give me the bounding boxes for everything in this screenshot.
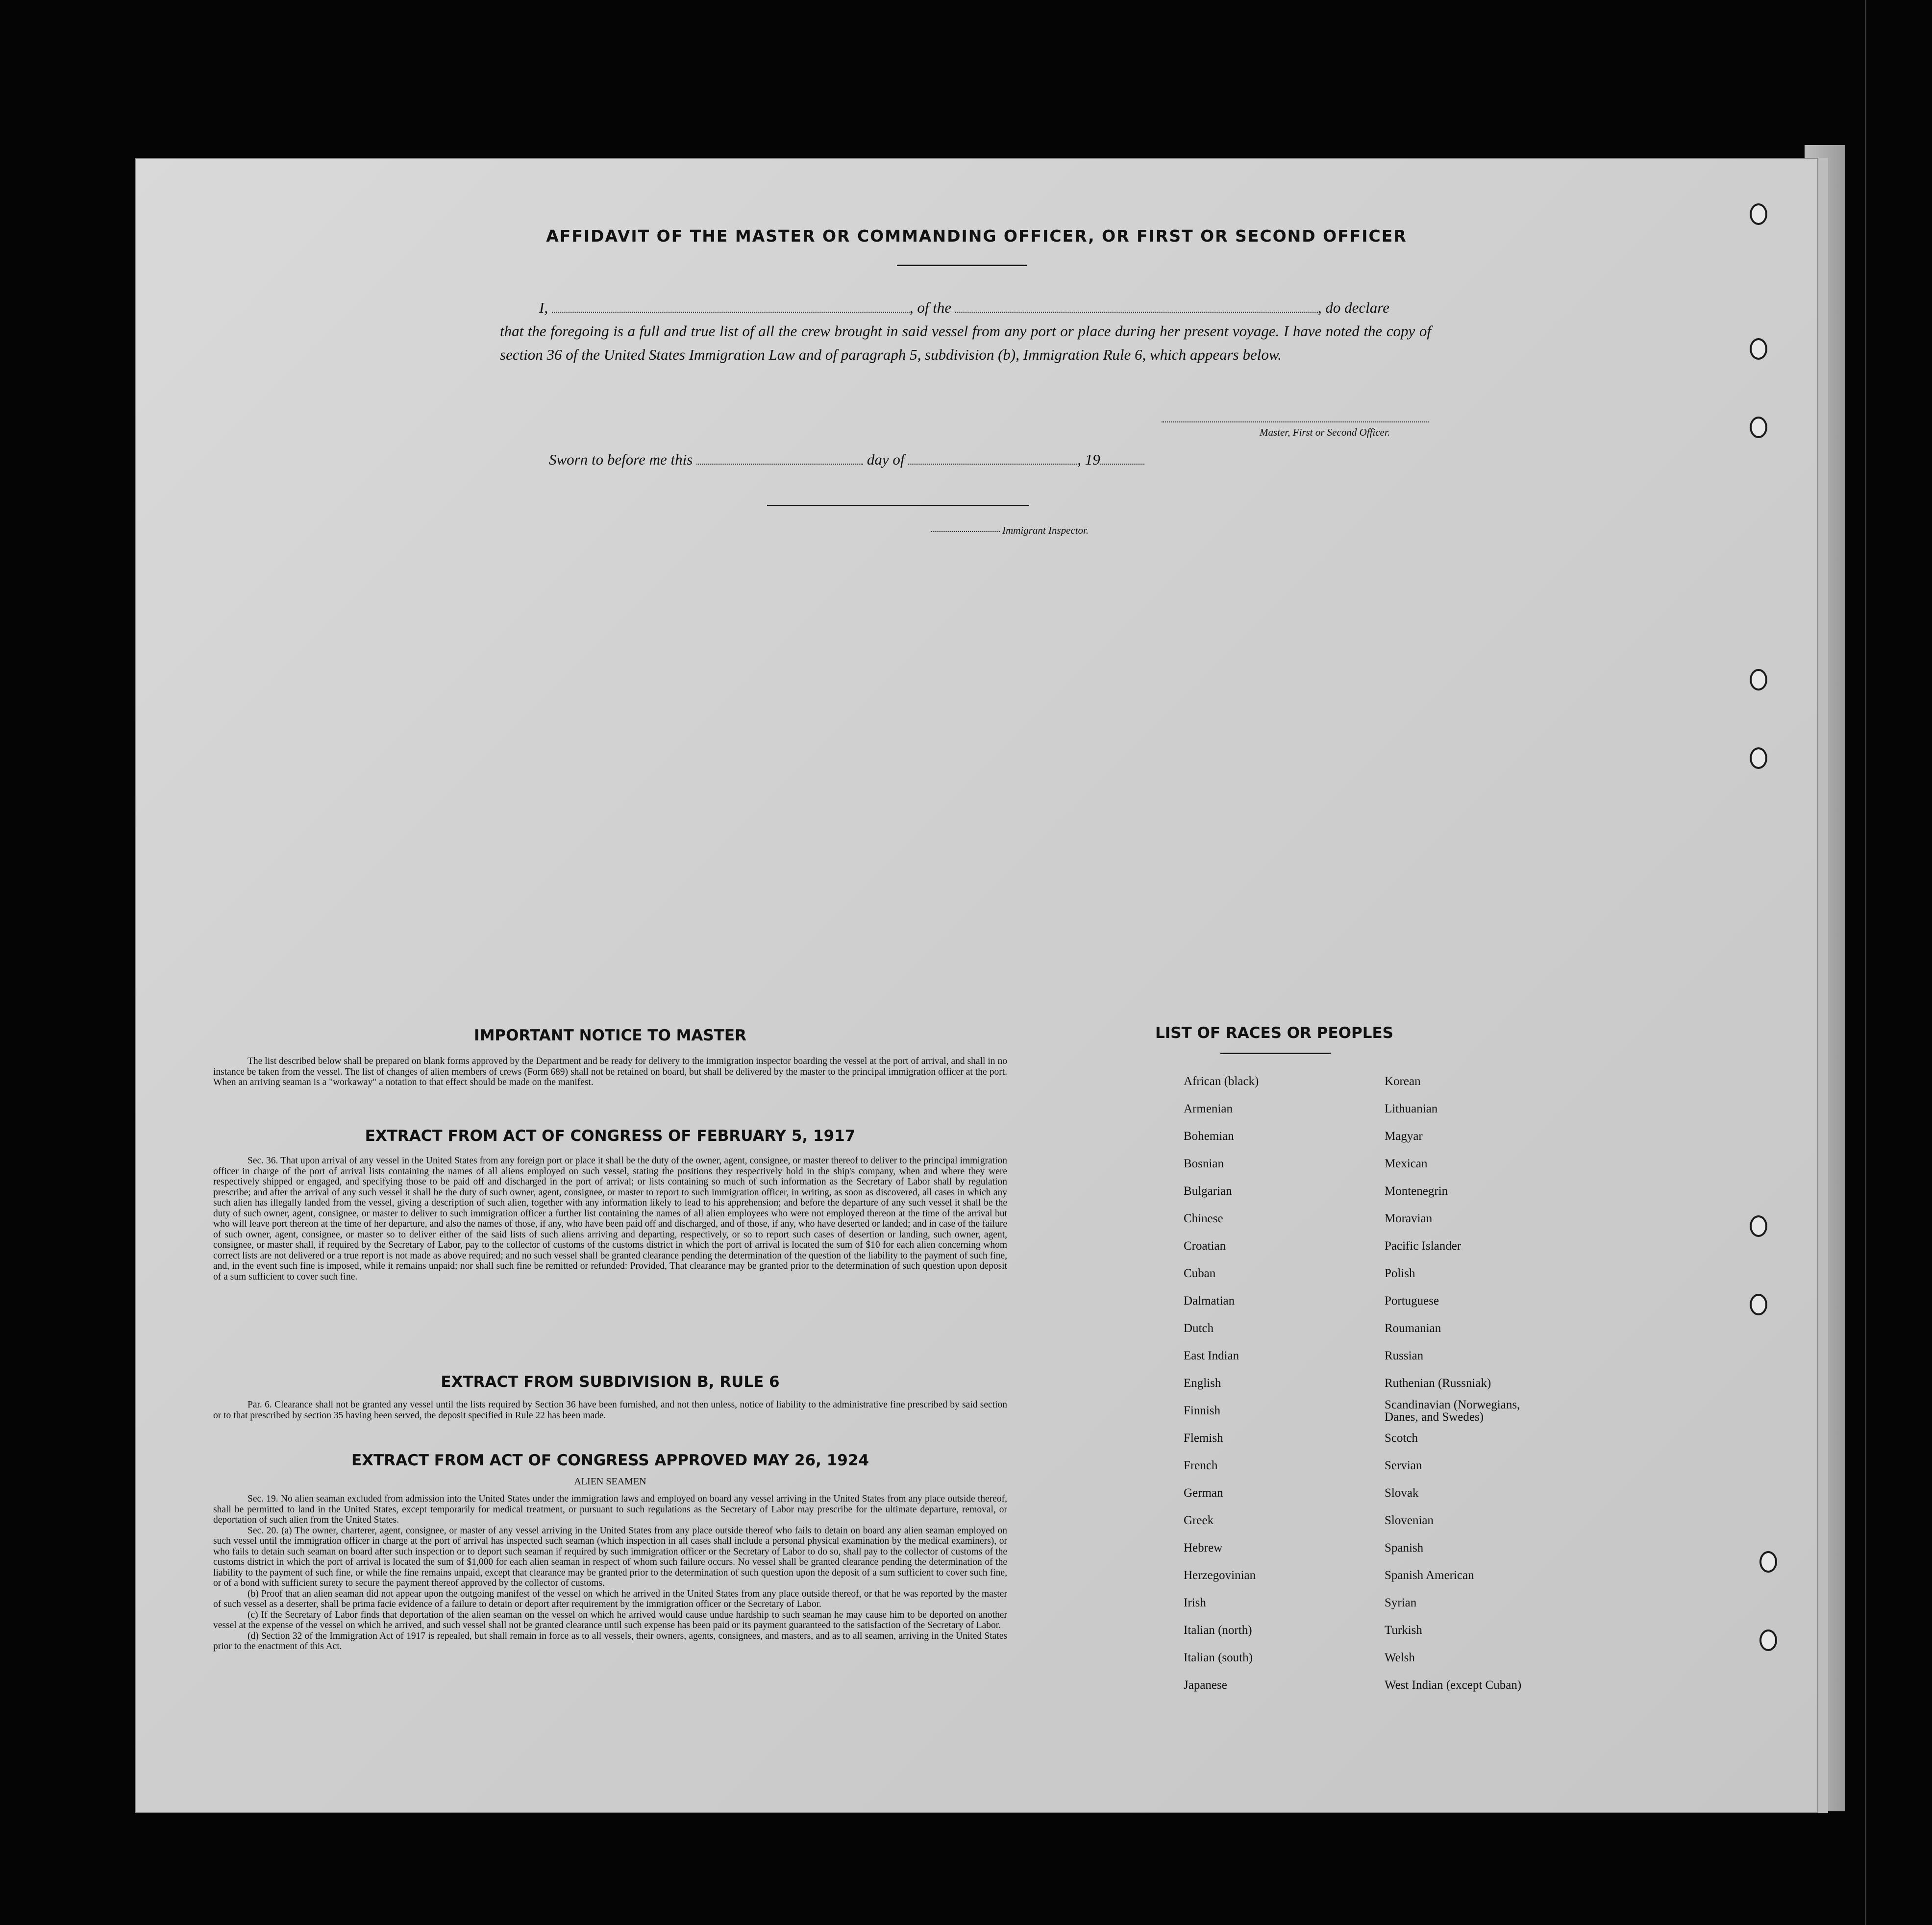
race-item: Japanese xyxy=(1184,1678,1227,1692)
race-item: Ruthenian (Russniak) xyxy=(1385,1377,1491,1390)
race-item: Slovenian xyxy=(1385,1514,1434,1527)
sec-20b-paragraph: (b) Proof that an alien seaman did not appear upon the outgoing manifest of the vessel on which he arrived in the United States from any place outside thereof, or that he was reported by the master of such vessel as a deserter, shall be prima facie evidence of a failure to detain or deport after requirement by the immigration officer or the Secretary of Labor. xyxy=(213,1588,1007,1609)
race-item: Italian (south) xyxy=(1184,1651,1253,1664)
race-item: Lithuanian xyxy=(1385,1102,1438,1115)
binder-hole-icon xyxy=(1750,1215,1767,1237)
declaration-text: that the foregoing is a full and true list of all the crew brought in said vessel from any port or place during her present voyage. I have noted the copy of section 36 of the United States Immigration Law and of paragraph 5, subdivision (b), Immigration Rule 6, which appears below. xyxy=(500,322,1431,363)
extract-1917-title: EXTRACT FROM ACT OF CONGRESS OF FEBRUARY 5, 1917 xyxy=(365,1127,856,1145)
binder-hole-icon xyxy=(1750,1294,1767,1315)
race-item: Armenian xyxy=(1184,1102,1233,1115)
sworn-month-field[interactable] xyxy=(908,453,1077,465)
affidavit-body xyxy=(500,296,1431,367)
race-item: Slovak xyxy=(1385,1486,1419,1500)
affidavit-title: AFFIDAVIT OF THE MASTER OR COMMANDING OFFICER, OR FIRST OR SECOND OFFICER xyxy=(546,226,1407,246)
sec-20c-paragraph: (c) If the Secretary of Labor finds that deportation of the alien seaman on the vessel on which he arrived would cause undue hardship to such seaman he may cause him to be deported on another vessel at the expense of the vessel on which he arrived, and such vessel shall not be granted clearance until such expense has been paid or its payment guaranteed to the satisfaction of the Secretary of Labor. xyxy=(213,1609,1007,1630)
sworn-day-field[interactable] xyxy=(696,453,863,465)
race-item: Pacific Islander xyxy=(1385,1239,1461,1253)
inspector-caption: Immigrant Inspector. xyxy=(1002,524,1089,536)
sworn-line xyxy=(549,451,1144,469)
extract-1924-text xyxy=(213,1494,1007,1652)
notice-title: IMPORTANT NOTICE TO MASTER xyxy=(474,1027,746,1044)
sworn-prefix: Sworn to before me this xyxy=(549,451,693,468)
race-item: Moravian xyxy=(1385,1212,1433,1225)
race-item: German xyxy=(1184,1486,1223,1500)
race-item: Dalmatian xyxy=(1184,1294,1235,1308)
declaration-mid: , of the xyxy=(909,299,952,316)
race-item: Dutch xyxy=(1184,1322,1214,1335)
binder-hole-icon xyxy=(1750,338,1767,360)
races-title: LIST OF RACES OR PEOPLES xyxy=(1155,1024,1394,1042)
sec-19-paragraph: Sec. 19. No alien seaman excluded from admission into the United States under the immigration laws and employed on board any vessel arriving in the United States from any place outside thereof, shall be permitted to land in the United States, except temporarily for medical treatment, or pursuant to such regulations as the Secretary of Labor may prescribe for the ultimate departure, removal, or deportation of such alien from the United States. xyxy=(213,1494,1007,1525)
inspector-signature-line[interactable] xyxy=(767,505,1029,506)
declaration-prefix: I, xyxy=(539,299,548,316)
race-item: Italian (north) xyxy=(1184,1624,1252,1637)
sworn-year-field[interactable] xyxy=(1100,453,1144,465)
declaration-suffix: , do declare xyxy=(1317,299,1389,316)
race-item: Croatian xyxy=(1184,1239,1226,1253)
race-item: Irish xyxy=(1184,1596,1206,1609)
race-item: Syrian xyxy=(1385,1596,1417,1609)
signature-caption: Master, First or Second Officer. xyxy=(1260,426,1390,438)
race-item: Spanish American xyxy=(1385,1569,1474,1582)
inspector-leader xyxy=(931,531,1000,532)
race-item: French xyxy=(1184,1459,1218,1472)
binder-hole-icon xyxy=(1750,669,1767,691)
race-item: Greek xyxy=(1184,1514,1214,1527)
par-6-paragraph: Par. 6. Clearance shall not be granted any vessel until the lists required by Section 36 have been furnished, and not then unless, notice of liability to the administrative fine prescribed by said section or to that prescribed by section 35 having been served, the deposit specified in Rule 22 has been made. xyxy=(213,1400,1007,1421)
notice-paragraph: The list described below shall be prepared on blank forms approved by the Department and be ready for delivery to the immigration inspector boarding the vessel at the port of arrival, and shall in no instance be taken from the vessel. The list of changes of alien members of crews (Form 689) shall not be retained on board, but shall be delivered by the master to the principal immigration officer at the port. When an arriving seaman is a "workaway" a notation to that effect should be made on the manifest. xyxy=(213,1056,1007,1087)
race-item: Finnish xyxy=(1184,1404,1221,1417)
sworn-mid: day of xyxy=(867,451,905,468)
binder-hole-icon xyxy=(1759,1629,1777,1651)
extract-1917-text xyxy=(213,1156,1007,1282)
race-item: East Indian xyxy=(1184,1349,1239,1362)
race-item: Spanish xyxy=(1385,1541,1424,1555)
race-item: African (black) xyxy=(1184,1075,1259,1088)
race-item: Hebrew xyxy=(1184,1541,1223,1555)
title-underline xyxy=(897,265,1027,266)
race-item: English xyxy=(1184,1377,1221,1390)
extract-rule6-title: EXTRACT FROM SUBDIVISION B, RULE 6 xyxy=(441,1373,780,1391)
binder-hole-icon xyxy=(1750,417,1767,438)
race-item: Scotch xyxy=(1385,1431,1418,1445)
alien-seamen-subtitle: ALIEN SEAMEN xyxy=(574,1476,646,1487)
race-item: Mexican xyxy=(1385,1157,1428,1170)
name-field[interactable] xyxy=(552,301,910,313)
race-item: Magyar xyxy=(1385,1130,1423,1143)
extract-1924-title: EXTRACT FROM ACT OF CONGRESS APPROVED MAY 26, 1924 xyxy=(351,1452,869,1469)
race-item: Polish xyxy=(1385,1267,1415,1280)
binder-hole-icon xyxy=(1750,203,1767,225)
extract-rule6-text xyxy=(213,1400,1007,1421)
sworn-suffix: , 19 xyxy=(1077,451,1100,468)
sec-20d-paragraph: (d) Section 32 of the Immigration Act of 1917 is repealed, but shall remain in force as to all vessels, their owners, agents, consignees, and masters, and as to all seamen, arriving in the United States prior to the enactment of this Act. xyxy=(213,1630,1007,1652)
binder-hole-icon xyxy=(1759,1551,1777,1573)
document-page xyxy=(135,158,1818,1813)
races-title-underline xyxy=(1220,1053,1331,1054)
race-item: Korean xyxy=(1385,1075,1421,1088)
race-item: Welsh xyxy=(1385,1651,1415,1664)
race-item: Portuguese xyxy=(1385,1294,1439,1308)
vessel-field[interactable] xyxy=(955,301,1318,313)
race-item: Scandinavian (Norwegians, Danes, and Swedes) xyxy=(1385,1398,1520,1424)
master-signature-line[interactable] xyxy=(1162,421,1429,422)
race-item: Turkish xyxy=(1385,1624,1422,1637)
binder-hole-icon xyxy=(1750,747,1767,769)
race-item: Chinese xyxy=(1184,1212,1223,1225)
race-item: Herzegovinian xyxy=(1184,1569,1256,1582)
race-item: Bosnian xyxy=(1184,1157,1224,1170)
race-item: Bulgarian xyxy=(1184,1185,1232,1198)
declaration-line xyxy=(500,296,1431,320)
race-item: Servian xyxy=(1385,1459,1422,1472)
scan-edge-line xyxy=(1865,0,1866,1925)
race-item: West Indian (except Cuban) xyxy=(1385,1678,1522,1692)
race-item: Flemish xyxy=(1184,1431,1223,1445)
race-item: Cuban xyxy=(1184,1267,1216,1280)
sec-20a-paragraph: Sec. 20. (a) The owner, charterer, agent, consignee, or master of any vessel arriving in the United States from any place outside thereof who fails to detain on board any alien seaman employed on such vessel until the immigration officer in charge at the port of arrival has inspected such seaman (which inspection in all cases shall include a personal physical examination by the medical examiners), or who fails to detain such seaman on board after such inspection or to deport such seaman if required by such immigration officer or the Secretary of Labor to do so, shall pay to the collector of customs of the customs district in which the port of arrival is located the sum of $1,000 for each alien seaman in respect of whom such failure occurs. No vessel shall be granted clearance pending the determination of the liability to the payment of such fine, or while the fine remains unpaid, except that clearance may be granted prior to the determination of such question upon the deposit of a sum sufficient to cover such fine, or of a bond with sufficient surety to secure the payment thereof approved by the collector of customs. xyxy=(213,1525,1007,1588)
notice-text xyxy=(213,1056,1007,1088)
race-item: Russian xyxy=(1385,1349,1424,1362)
race-item: Roumanian xyxy=(1385,1322,1441,1335)
race-item: Bohemian xyxy=(1184,1130,1234,1143)
race-item: Montenegrin xyxy=(1385,1185,1448,1198)
sec-36-paragraph: Sec. 36. That upon arrival of any vessel in the United States from any foreign port or place it shall be the duty of the owner, agent, consignee, or master thereof to deliver to the principal immigration officer in charge of the port of arrival lists containing the names of all aliens employed on such vessel, stating the positions they respectively hold in the ship's company, when and where they were respectively shipped or engaged, and specifying those to be paid off and discharged in the port of arrival; or lists containing so much of such information as the Secretary of Labor shall by regulation prescribe; and after the arrival of any such vessel it shall be the duty of such owner, agent, consignee, or master to report to such immigration officer, in writing, as soon as discovered, all cases in which any such alien has illegally landed from the vessel, giving a description of such alien, together with any information likely to lead to his apprehension; and before the departure of any such vessel it shall be the duty of such owner, agent, consignee, or master to deliver to such immigration officer a further list containing the names of all alien employees who were not employed thereon at the time of the arrival but who will leave port thereon at the time of her departure, and also the names of those, if any, who have been paid off and discharged, and of those, if any, who have deserted or landed; and in case of the failure of such owner, agent, consignee, or master so to deliver either of the said lists of such aliens arriving and departing, respectively, or so to report such cases of desertion or landing, such owner, agent, consignee, or master shall, if required by the Secretary of Labor, pay to the collector of customs of the customs district in which the port of arrival is located the sum of $10 for each alien concerning whom correct lists are not delivered or a true report is not made as above required; and no such vessel shall be granted clearance pending the determination of the question of the liability to the payment of such fine, and, in the event such fine is imposed, while it remains unpaid; nor shall such fine be remitted or refunded: Provided, That clearance may be granted prior to the determination of such question upon deposit of a sum sufficient to cover such fine. xyxy=(213,1156,1007,1282)
